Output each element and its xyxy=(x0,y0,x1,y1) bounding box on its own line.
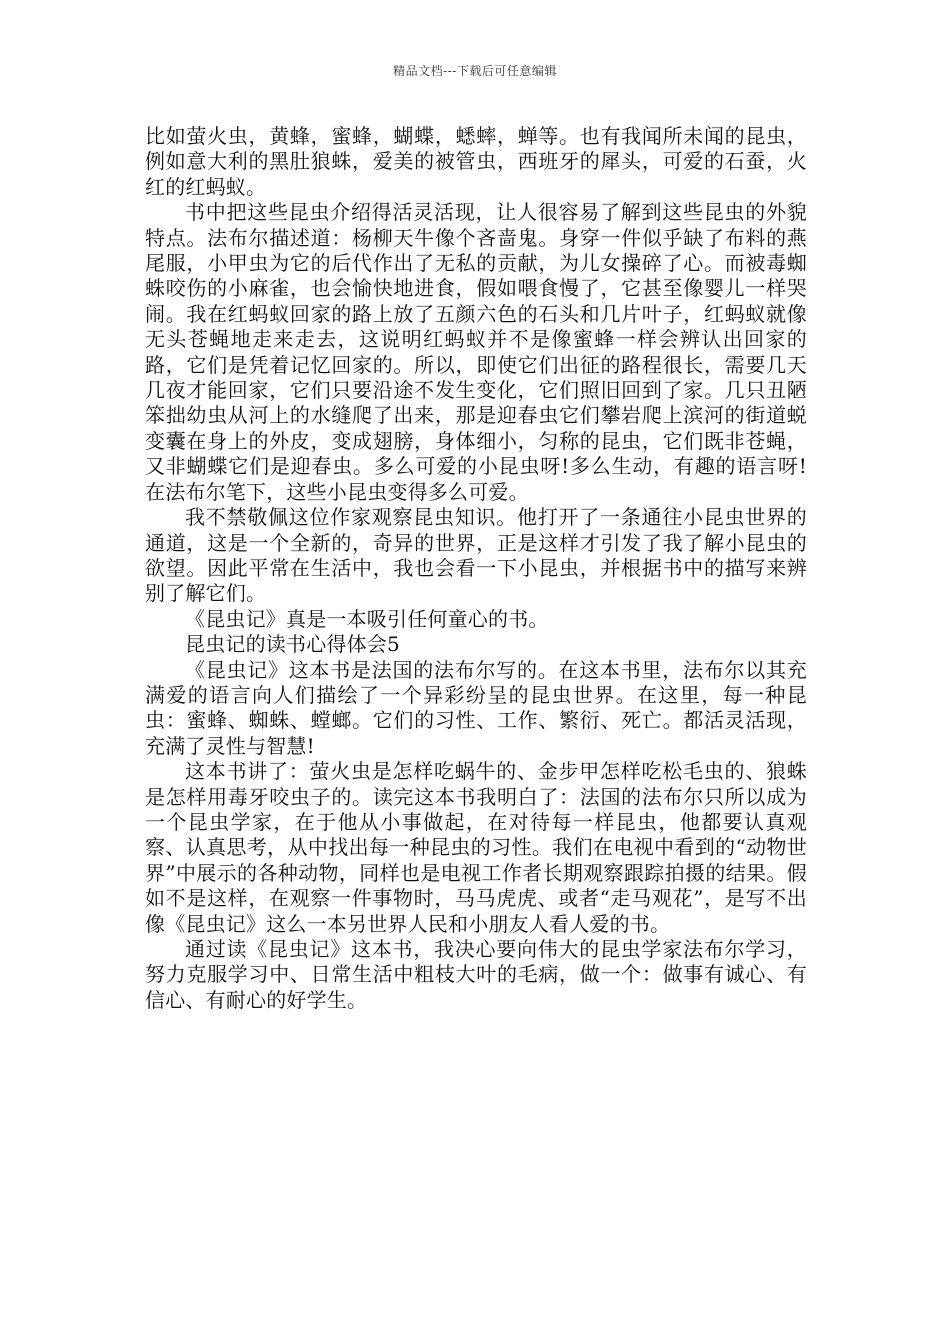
document-body xyxy=(145,124,807,1013)
paragraph-6: 这本书讲了：萤火虫是怎样吃蜗牛的、金步甲怎样吃松毛虫的、狼蛛是怎样用毒牙咬虫子的。读完这本书我明白了：法国的法布尔只所以成为一个昆虫学家，在于他从小事做起，在对待每一样昆虫，他都要认真观察、认真思考，从中找出每一种昆虫的习性。我们在电视中看到的“动物世界”中展示的各种动物，同样也是电视工作者长期观察跟踪拍摄的结果。假如不是这样，在观察一件事物时，马马虎虎、或者“走马观花”，是写不出像《昆虫记》这么一本另世界人民和小朋友人看人爱的书。 xyxy=(145,759,807,936)
paragraph-3: 我不禁敬佩这位作家观察昆虫知识。他打开了一条通往小昆虫世界的通道，这是一个全新的，奇异的世界，正是这样才引发了我了解小昆虫的欲望。因此平常在生活中，我也会看一下小昆虫，并根据书中的描写来辨别了解它们。 xyxy=(145,505,807,606)
paragraph-7: 通过读《昆虫记》这本书，我决心要向伟大的昆虫学家法布尔学习，努力克服学习中、日常生活中粗枝大叶的毛病，做一个：做事有诚心、有信心、有耐心的好学生。 xyxy=(145,937,807,1012)
paragraph-2: 书中把这些昆虫介绍得活灵活现，让人很容易了解到这些昆虫的外貌特点。法布尔描述道：杨柳天牛像个吝啬鬼。身穿一件似乎缺了布料的燕尾服，小甲虫为它的后代作出了无私的贡献，为儿女操碎了心。而被毒蜘蛛咬伤的小麻雀，也会愉快地进食，假如喂食慢了，它甚至像婴儿一样哭闹。我在红蚂蚁回家的路上放了五颜六色的石头和几片叶子，红蚂蚁就像无头苍蝇地走来走去，这说明红蚂蚁并不是像蜜蜂一样会辨认出回家的路，它们是凭着记忆回家的。所以，即使它们出征的路程很长，需要几天几夜才能回家，它们只要沿途不发生变化，它们照旧回到了家。几只丑陋笨拙幼虫从河上的水缝爬了出来，那是迎春虫它们攀岩爬上滨河的街道蜕变囊在身上的外皮，变成翅膀，身体细小，匀称的昆虫，它们既非苍蝇，又非蝴蝶它们是迎春虫。多么可爱的小昆虫呀!多么生动，有趣的语言呀!在法布尔笔下，这些小昆虫变得多么可爱。 xyxy=(145,200,807,504)
section-heading: 昆虫记的读书心得体会5 xyxy=(185,632,400,657)
paragraph-1: 比如萤火虫，黄蜂，蜜蜂，蝴蝶，蟋蟀，蝉等。也有我闻所未闻的昆虫，例如意大利的黑肚狼蛛，爱美的被管虫，西班牙的犀头，可爱的石蚕，火红的红蚂蚁。 xyxy=(145,124,807,199)
paragraph-5: 《昆虫记》这本书是法国的法布尔写的。在这本书里，法布尔以其充满爱的语言向人们描绘了一个异彩纷呈的昆虫世界。在这里，每一种昆虫：蜜蜂、蜘蛛、螳螂。它们的习性、工作、繁衍、死亡。都活灵活现，充满了灵性与智慧! xyxy=(145,657,807,758)
paragraph-4: 《昆虫记》真是一本吸引任何童心的书。 xyxy=(185,606,549,631)
page-header: 精品文档---下载后可任意编辑 xyxy=(393,64,557,78)
